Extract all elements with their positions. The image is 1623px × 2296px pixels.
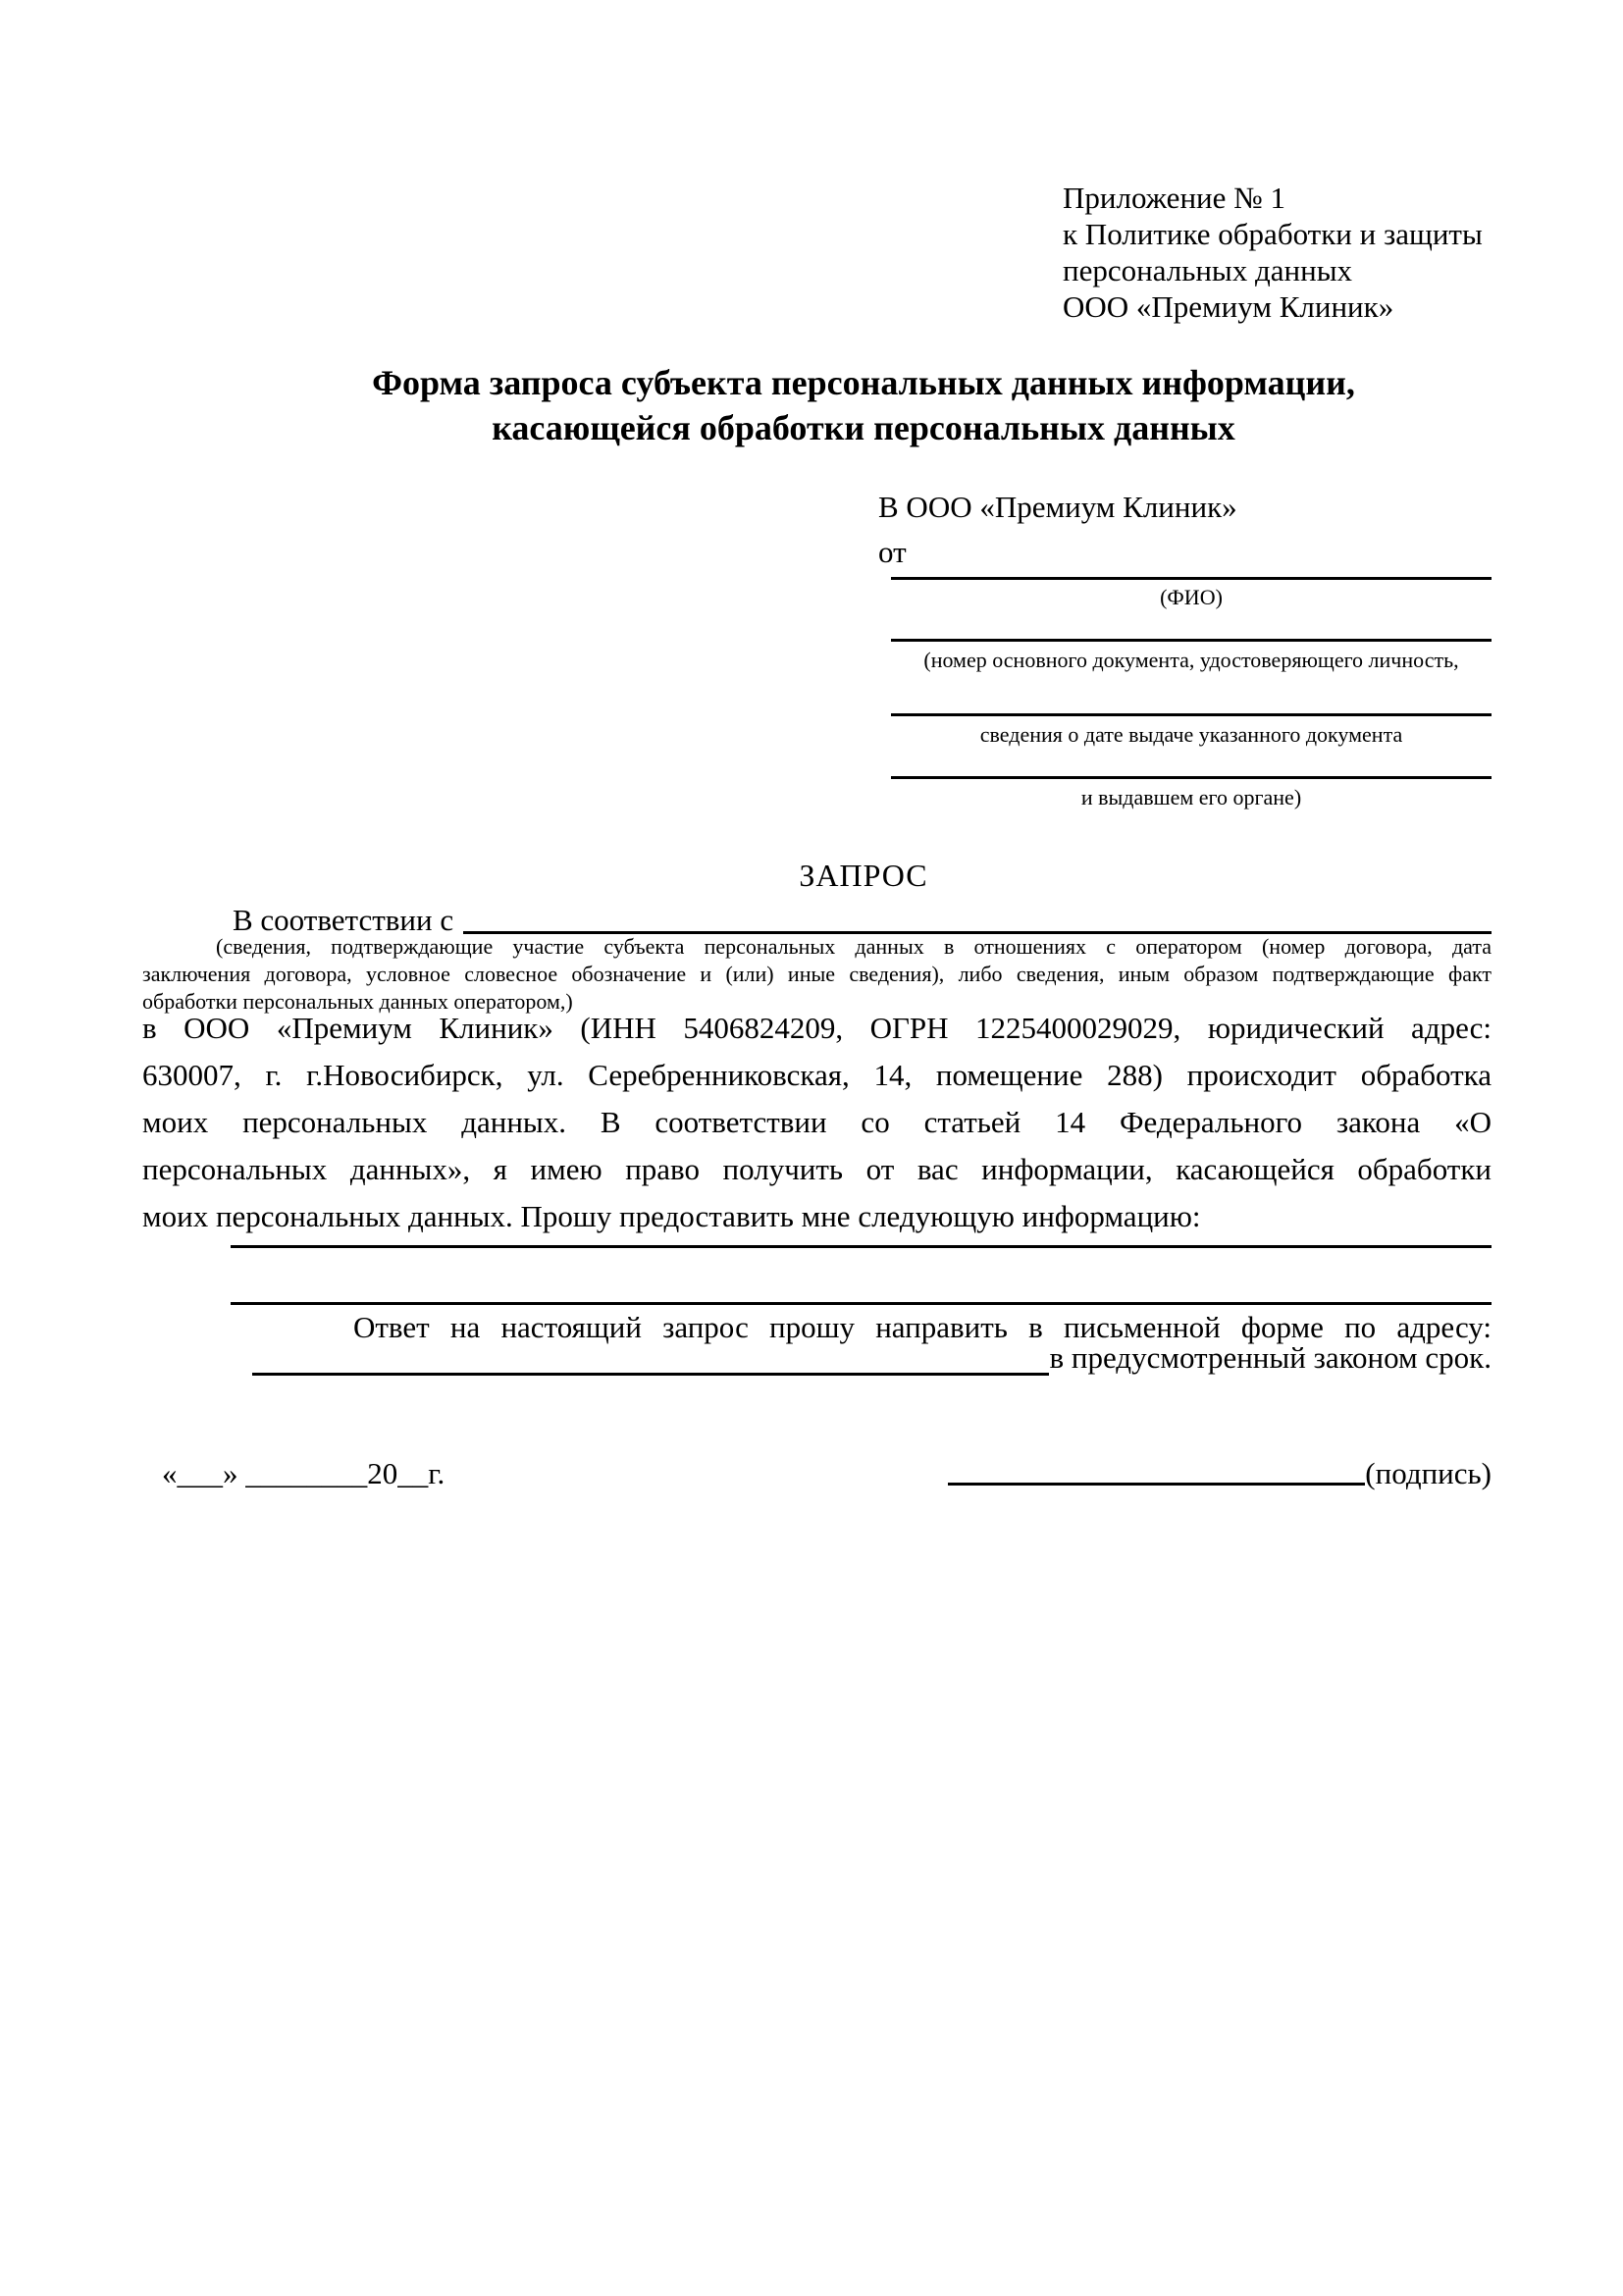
answer-term-text: в предусмотренный законом срок. bbox=[1049, 1340, 1492, 1375]
paragraph-indent bbox=[142, 899, 233, 938]
fio-field-line bbox=[891, 577, 1492, 580]
document-title-line: касающейся обработки персональных данных bbox=[492, 408, 1235, 447]
request-body-paragraph bbox=[142, 1005, 1492, 1240]
issue-date-field-caption: сведения о дате выдаче указанного документа bbox=[979, 722, 1403, 747]
document-title-line: Форма запроса субъекта персональных данных информации, bbox=[372, 363, 1355, 402]
information-blank-line bbox=[231, 1245, 1492, 1248]
address-blank-line bbox=[252, 1373, 1049, 1376]
explanatory-note-line: (сведения, подтверждающие участие субъекта персональных данных в отношениях с оператором (номер договора, дата bbox=[216, 934, 1492, 959]
appendix-line: ООО «Премиум Клиник» bbox=[1063, 289, 1394, 324]
accordance-label: В соответствии с bbox=[233, 903, 454, 937]
document-title bbox=[142, 360, 1492, 450]
issuing-authority-field-caption: и выдавшем его органе) bbox=[1080, 785, 1302, 809]
appendix-line: персональных данных bbox=[1063, 253, 1353, 287]
answer-address-row bbox=[142, 1336, 1492, 1376]
request-body-line: 630007, г. г.Новосибирск, ул. Серебренниковская, 14, помещение 288) происходит обработка bbox=[142, 1058, 1492, 1092]
request-heading: ЗАПРОС bbox=[799, 858, 928, 893]
explanatory-note-line: заключения договора, условное словесное обозначение и (или) иные сведения), либо сведения, иным образом подтверждающие факт bbox=[142, 962, 1492, 986]
request-body-line: персональных данных», я имею право получить от вас информации, касающейся обработки bbox=[142, 1152, 1492, 1186]
document-number-field-line bbox=[891, 639, 1492, 642]
request-body-line: в ООО «Премиум Клиник» (ИНН 5406824209, ОГРН 1225400029029, юридический адрес: bbox=[142, 1011, 1492, 1045]
document-number-field-caption: (номер основного документа, удостоверяющего личность, bbox=[923, 648, 1459, 672]
appendix-line: Приложение № 1 bbox=[1063, 181, 1285, 215]
issue-date-field-line bbox=[891, 713, 1492, 716]
explanatory-note bbox=[142, 933, 1492, 1016]
fio-field-caption: (ФИО) bbox=[1160, 585, 1223, 609]
addressee-from-label: от bbox=[878, 535, 907, 569]
signature-blank-line bbox=[948, 1483, 1365, 1486]
appendix-note bbox=[1063, 180, 1483, 325]
issuing-authority-field-line bbox=[891, 776, 1492, 779]
date-blank: «___» ________20__г. bbox=[162, 1456, 445, 1490]
appendix-line: к Политике обработки и защиты bbox=[1063, 217, 1483, 251]
addressee-to: В ООО «Премиум Клиник» bbox=[878, 490, 1237, 524]
answer-delivery-line: Ответ на настоящий запрос прошу направить в письменной форме по адресу: bbox=[353, 1310, 1492, 1344]
date-signature-row bbox=[142, 1452, 1492, 1491]
signature-group bbox=[948, 1456, 1492, 1491]
request-body-line: моих персональных данных. В соответствии со статьей 14 Федерального закона «О bbox=[142, 1105, 1492, 1139]
explanatory-note-line: обработки персональных данных оператором,) bbox=[142, 989, 573, 1014]
accordance-row bbox=[142, 899, 1492, 938]
request-body-line: моих персональных данных. Прошу предоставить мне следующую информацию: bbox=[142, 1199, 1201, 1233]
signature-caption: (подпись) bbox=[1365, 1456, 1492, 1490]
